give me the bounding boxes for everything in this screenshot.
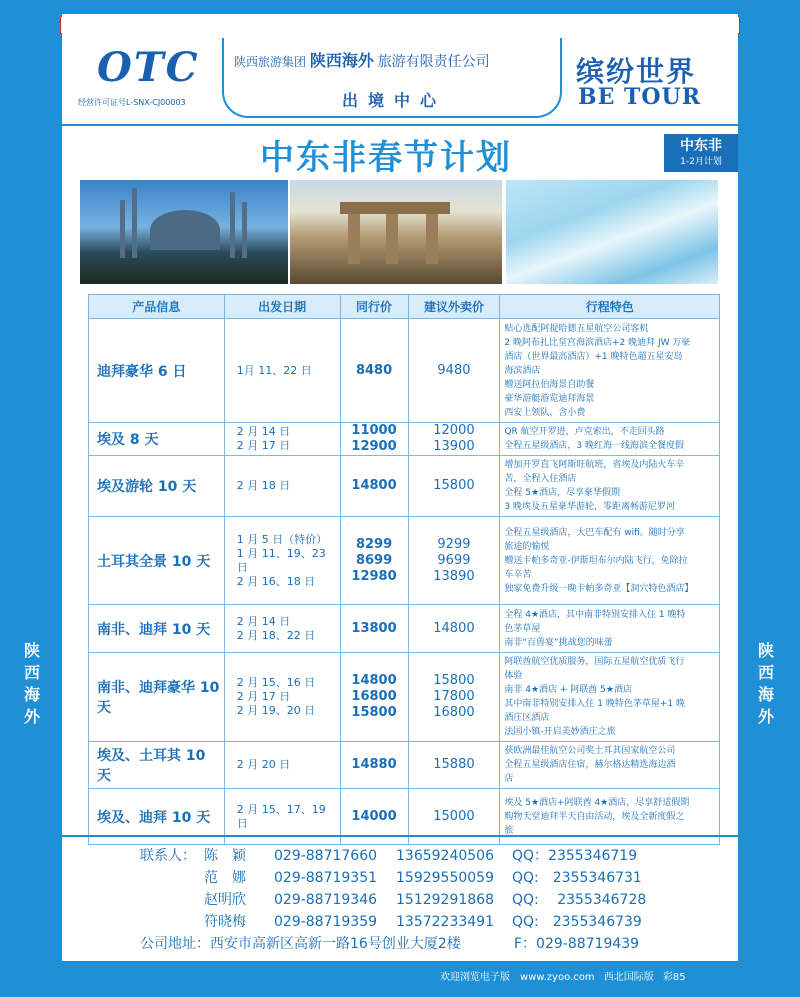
departure-dates: 2 月 14 日 2 月 17 日 [224, 423, 340, 456]
peer-price: 13800 [340, 605, 408, 653]
contact-qq: QQ: 2355346739 [512, 914, 642, 930]
contact-name: 赵明欣 [204, 892, 246, 908]
footer [440, 968, 692, 983]
trip-features: 全程 4★酒店，其中南非特别安排入住 1 晚特 色茅草屋 南非“百兽宴”挑战您的味蕾 [500, 605, 720, 653]
contact-name: 符晓梅 [204, 914, 246, 930]
trip-features: 贴心选配阿提哈德五星航空公司客机 2 晚阿布扎比皇宫海滨酒店+2 晚迪拜 JW 万豪 酒店（世界最高酒店）+1 晚特色超五星安岛 海滨酒店 赠送阿拉伯海景自助餐 豪华游艇游览迪拜海景 西安上领队，含小费 [500, 319, 720, 423]
region-badge [664, 134, 738, 172]
product-name: 土耳其全景 10 天 [89, 517, 225, 605]
departure-dates: 1月 11、22 日 [224, 319, 340, 423]
contact-qq: QQ: 2355346728 [512, 892, 647, 908]
peer-price: 14880 [340, 742, 408, 789]
contact-phone: 029-88717660 [274, 848, 378, 864]
suggested-price: 9299 9699 13890 [408, 517, 500, 605]
suggested-price: 15800 [408, 456, 500, 517]
mosque-photo [80, 180, 288, 284]
region-period: 1-2月计划 [680, 157, 722, 167]
peer-price: 11000 12900 [340, 423, 408, 456]
table-row [89, 653, 720, 742]
footer-edition: 西北国际版 [603, 972, 654, 983]
trip-features: 增加开罗直飞阿斯旺航班，省埃及内陆火车辛 苦，全程入住酒店 全程 5★酒店，尽享豪华假期 3 晚埃及五星豪华游轮，零距离畅游尼罗河 [500, 456, 720, 517]
suggested-price: 15880 [408, 742, 500, 789]
brand-chinese: 缤纷世界 [576, 55, 697, 88]
page-title: 中东非春节计划 [260, 138, 512, 178]
departure-dates: 2 月 15、16 日 2 月 17 日 2 月 19、20 日 [224, 653, 340, 742]
brand-english: BE TOUR [578, 84, 702, 110]
product-name: 南非、迪拜豪华 10 天 [89, 653, 225, 742]
trip-features: 埃及 5★酒店+阿联酋 4★酒店，尽享舒适假期 购物天堂迪拜半天自由活动，埃及全新度假之 旅 [500, 789, 720, 845]
company-suffix: 旅游有限责任公司 [377, 54, 490, 70]
contact-mobile: 15929550059 [396, 870, 494, 886]
peer-price: 14800 16800 15800 [340, 653, 408, 742]
departure-dates: 2 月 15、17、19 日 [224, 789, 340, 845]
table-header-row [89, 295, 720, 319]
table-row [89, 319, 720, 423]
product-name: 南非、迪拜 10 天 [89, 605, 225, 653]
table-row [89, 605, 720, 653]
col-header-dates: 出发日期 [224, 295, 340, 319]
departure-dates: 2 月 20 日 [224, 742, 340, 789]
departure-dates: 2 月 14 日 2 月 18、22 日 [224, 605, 340, 653]
header [62, 14, 738, 122]
contact-qq: QQ：2355346719 [512, 848, 638, 864]
photo-strip [80, 180, 718, 284]
contact-mobile: 13659240506 [396, 848, 494, 864]
col-header-suggested-price: 建议外卖价 [408, 295, 500, 319]
company-address: 公司地址：西安市高新区高新一路16号创业大厦2楼 [140, 936, 461, 952]
group-name: 陕西旅游集团 [234, 55, 307, 69]
company-box [222, 38, 562, 118]
contact-mobile: 15129291868 [396, 892, 494, 908]
terraces-photo [506, 180, 718, 284]
company-name [234, 48, 554, 71]
suggested-price: 12000 13900 [408, 423, 500, 456]
departure-dates: 2 月 18 日 [224, 456, 340, 517]
header-divider [62, 124, 738, 126]
fax-number: F：029-88719439 [514, 936, 640, 952]
trip-features: QR 航空开罗进，卢克索出，不走回头路 全程五星级酒店，3 晚红海一线海滨全餐度假 [500, 423, 720, 456]
product-name: 埃及 8 天 [89, 423, 225, 456]
right-border [738, 0, 800, 997]
trip-features: 全程五星级酒店，大巴车配有 wifi。随时分享 旅途的愉悦 赠送卡帕多奇亚-伊斯坦布尔内陆飞行，免除拉 车辛苦 独家免费升级一晚卡帕多奇亚【洞穴特色酒店】 [500, 517, 720, 605]
license-number: 经营许可证号L-SNX-CJ00003 [78, 98, 186, 107]
footer-browse: 欢迎浏览电子版 www.zyoo.com [440, 972, 595, 983]
contact-qq: QQ: 2355346731 [512, 870, 642, 886]
peer-price: 14000 [340, 789, 408, 845]
suggested-price: 15000 [408, 789, 500, 845]
contacts-divider [62, 835, 738, 837]
product-name: 迪拜豪华 6 日 [89, 319, 225, 423]
region-name: 中东非 [680, 138, 722, 154]
contact-name: 范 娜 [204, 870, 246, 886]
department-name: 出境中心 [341, 91, 446, 110]
product-name: 埃及、土耳其 10 天 [89, 742, 225, 789]
suggested-price: 9480 [408, 319, 500, 423]
trip-features: 阿联酋航空优质服务，国际五星航空优质飞行 体验 南非 4★酒店 + 阿联酋 5★酒店 其中南非特别安排入住 1 晚特色茅草屋+1 晚 酒庄区酒店 法国小镇-开启美妙酒庄之旅 [500, 653, 720, 742]
table-row [89, 742, 720, 789]
contact-phone: 029-88719359 [274, 914, 378, 930]
top-border [0, 0, 800, 14]
otc-logo: OTC [97, 44, 200, 91]
footer-page: 彩85 [662, 972, 686, 983]
side-text-left: 陕 西 海 外 [23, 641, 40, 726]
contact-phone: 029-88719351 [274, 870, 378, 886]
col-header-product: 产品信息 [89, 295, 225, 319]
table-row [89, 517, 720, 605]
table-row [89, 423, 720, 456]
col-header-peer-price: 同行价 [340, 295, 408, 319]
peer-price: 8299 8699 12980 [340, 517, 408, 605]
left-border [0, 0, 62, 997]
contact-phone: 029-88719346 [274, 892, 378, 908]
suggested-price: 15800 17800 16800 [408, 653, 500, 742]
peer-price: 8480 [340, 319, 408, 423]
suggested-price: 14800 [408, 605, 500, 653]
table-row [89, 456, 720, 517]
departure-dates: 1 月 5 日（特价） 1 月 11、19、23 日 2 月 16、18 日 [224, 517, 340, 605]
contact-name: 陈 颖 [204, 848, 246, 864]
trip-table [88, 294, 720, 845]
col-header-features: 行程特色 [500, 295, 720, 319]
contact-mobile: 13572233491 [396, 914, 494, 930]
product-name: 埃及、迪拜 10 天 [89, 789, 225, 845]
trip-features: 获欧洲最佳航空公司奖土耳其国家航空公司 全程五星级酒店住宿，赫尔格达精选海边酒 店 [500, 742, 720, 789]
side-text-right: 陕 西 海 外 [757, 641, 774, 726]
peer-price: 14800 [340, 456, 408, 517]
contact-label: 联系人： [140, 848, 196, 864]
product-name: 埃及游轮 10 天 [89, 456, 225, 517]
company-short: 陕西海外 [309, 51, 374, 70]
ruins-photo [290, 180, 502, 284]
